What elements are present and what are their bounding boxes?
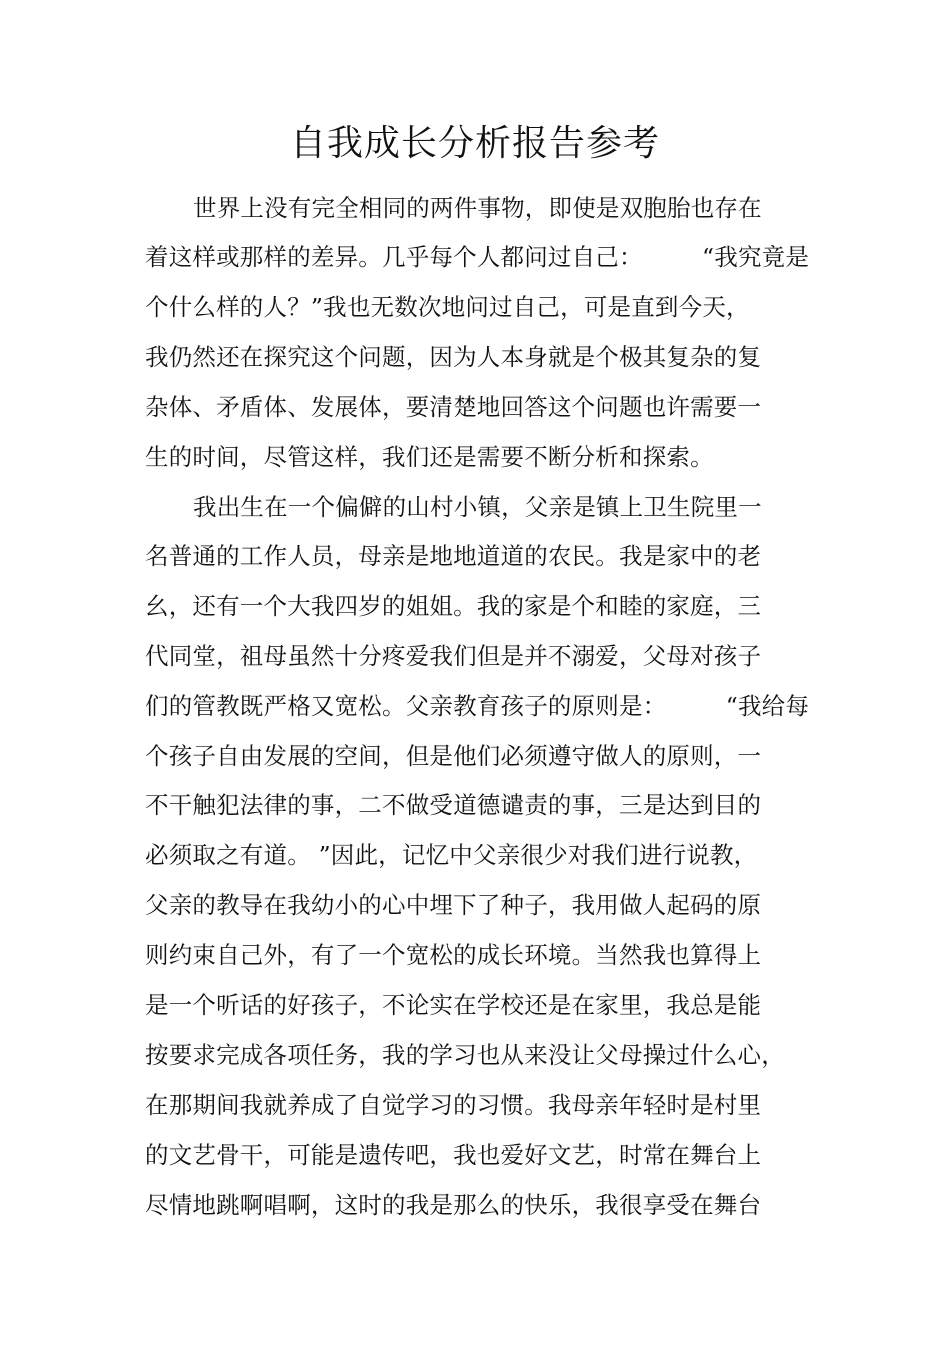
paragraph-line: 代同堂，祖母虽然十分疼爱我们但是并不溺爱，父母对孩子 xyxy=(145,642,762,670)
paragraph-line: 着这样或那样的差异。几乎每个人都问过自己： “我究竟是 xyxy=(145,243,810,271)
paragraph-line: 个什么样的人？”我也无数次地问过自己，可是直到今天， xyxy=(145,293,750,321)
paragraph-line: 尽情地跳啊唱啊，这时的我是那么的快乐，我很享受在舞台 xyxy=(145,1191,762,1219)
paragraph-line: 杂体、矛盾体、发展体，要清楚地回答这个问题也许需要一 xyxy=(145,393,762,421)
paragraph-line: 名普通的工作人员，母亲是地地道道的农民。我是家中的老 xyxy=(145,542,762,570)
paragraph-line: 生的时间，尽管这样，我们还是需要不断分析和探索。 xyxy=(145,443,714,471)
paragraph-line: 我出生在一个偏僻的山村小镇，父亲是镇上卫生院里一 xyxy=(193,493,762,521)
paragraph-line: 我仍然还在探究这个问题，因为人本身就是个极其复杂的复 xyxy=(145,343,762,371)
paragraph-line: 的文艺骨干，可能是遗传吧，我也爱好文艺，时常在舞台上 xyxy=(145,1141,762,1169)
paragraph-line: 幺，还有一个大我四岁的姐姐。我的家是个和睦的家庭，三 xyxy=(145,592,762,620)
paragraph-line: 在那期间我就养成了自觉学习的习惯。我母亲年轻时是村里 xyxy=(145,1091,762,1119)
paragraph-line: 世界上没有完全相同的两件事物，即使是双胞胎也存在 xyxy=(193,194,762,222)
paragraph-line: 个孩子自由发展的空间，但是他们必须遵守做人的原则，一 xyxy=(145,742,762,770)
paragraph-line: 们的管教既严格又宽松。父亲教育孩子的原则是： “我给每 xyxy=(145,692,810,720)
paragraph-line: 则约束自己外，有了一个宽松的成长环境。当然我也算得上 xyxy=(145,941,762,969)
paragraph-line: 不干触犯法律的事，二不做受道德谴责的事，三是达到目的 xyxy=(145,791,762,819)
paragraph-line: 按要求完成各项任务，我的学习也从来没让父母操过什么心， xyxy=(145,1041,785,1069)
paragraph-line: 是一个听话的好孩子，不论实在学校还是在家里，我总是能 xyxy=(145,991,762,1019)
paragraph-line: 必须取之有道。 ”因此，记忆中父亲很少对我们进行说教， xyxy=(145,841,758,869)
paragraph-line: 父亲的教导在我幼小的心中埋下了种子，我用做人起码的原 xyxy=(145,891,762,919)
document-title: 自我成长分析报告参考 xyxy=(289,123,660,164)
